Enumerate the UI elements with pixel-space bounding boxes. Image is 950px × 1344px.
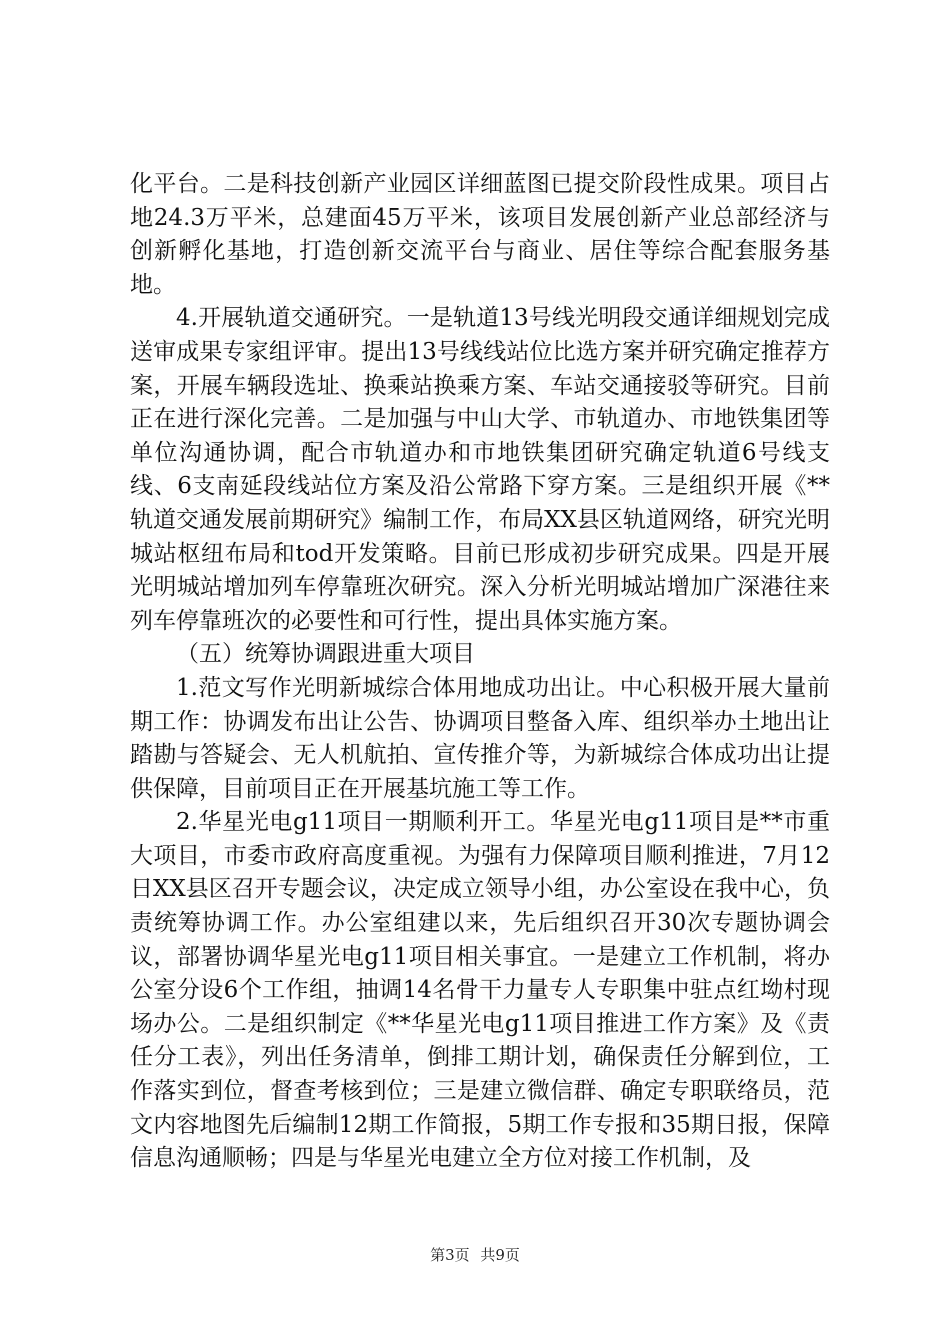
- section-heading-major-projects: （五）统筹协调跟进重大项目: [176, 641, 475, 668]
- document-body: [130, 168, 830, 1176]
- page-number-total: 共9页: [480, 1246, 520, 1264]
- paragraph-new-city-complex: 1.范文写作光明新城综合体用地成功出让。中心积极开展大量前期工作：协调发布出让公告、协调项目整备入库、组织举办土地出让踏勘与答疑会、无人机航拍、宣传推介等，为新城综合体成功出让提供保障，目前项目正在开展基坑施工等工作。: [130, 674, 830, 802]
- paragraph-csot-g11-project: 2.华星光电g11项目一期顺利开工。华星光电g11项目是**市重大项目，市委市政府高度重视。为强有力保障项目顺利推进，7月12日XX县区召开专题会议，决定成立领导小组，办公室设在我中心，负责统筹协调工作。办公室组建以来，先后组织召开30次专题协调会议，部署协调华星光电g11项目相关事宜。一是建立工作机制，将办公室分设6个工作组，抽调14名骨干力量专人专职集中驻点红坳村现场办公。二是组织制定《**华星光电g11项目推进工作方案》及《责任分工表》，列出任务清单，倒排工期计划，确保责任分解到位，工作落实到位，督查考核到位；三是建立微信群、确定专职联络员，范文内容地图先后编制12期工作简报，5期工作专报和35期日报，保障信息沟通顺畅；四是与华星光电建立全方位对接工作机制，及: [130, 809, 830, 1172]
- page-number-current: 第3页: [430, 1246, 470, 1264]
- page-footer: [0, 1244, 950, 1265]
- paragraph-continuation: 化平台。二是科技创新产业园区详细蓝图已提交阶段性成果。项目占地24.3万平米，总建面45万平米，该项目发展创新产业总部经济与创新孵化基地，打造创新交流平台与商业、居住等综合配套服务基地。: [130, 171, 830, 298]
- paragraph-rail-transit-research: 4.开展轨道交通研究。一是轨道13号线光明段交通详细规划完成送审成果专家组评审。提出13号线线站位比选方案并研究确定推荐方案，开展车辆段选址、换乘站换乘方案、车站交通接驳等研究。目前正在进行深化完善。二是加强与中山大学、市轨道办、市地铁集团等单位沟通协调，配合市轨道办和市地铁集团研究确定轨道6号线支线、6支南延段线站位方案及沿公常路下穿方案。三是组织开展《**轨道交通发展前期研究》编制工作，布局XX县区轨道网络，研究光明城站枢纽布局和tod开发策略。目前已形成初步研究成果。四是开展光明城站增加列车停靠班次研究。深入分析光明城站增加广深港往来列车停靠班次的必要性和可行性，提出具体实施方案。: [130, 305, 830, 634]
